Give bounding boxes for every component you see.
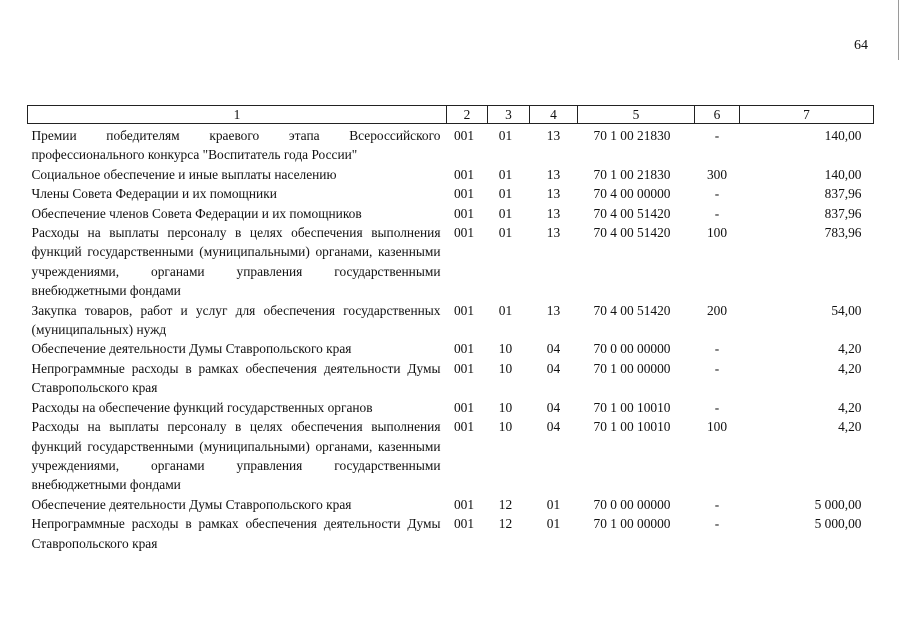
- row-amount: 4,20: [838, 360, 862, 376]
- row-target-item: 70 4 00 51420: [593, 225, 671, 241]
- row-subsection: 13: [546, 302, 561, 318]
- row-section: 10: [498, 341, 513, 357]
- row-description: Премии победителям краевого этапа Всероссийского профессионального конкурса "Воспитатель года России": [31, 128, 441, 163]
- row-expense-type: 200: [706, 302, 728, 318]
- row-amount: 4,20: [838, 341, 862, 357]
- row-subsection: 13: [546, 186, 561, 202]
- row-ministry-code: 001: [453, 205, 475, 221]
- table-row: [28, 398, 874, 417]
- row-subsection: 04: [546, 399, 561, 415]
- table-row: [28, 359, 874, 398]
- row-ministry-code: 001: [453, 496, 475, 512]
- header-col-6: 6: [695, 106, 740, 124]
- row-amount: 837,96: [824, 205, 862, 221]
- page-number: 64: [854, 38, 868, 53]
- row-description: Закупка товаров, работ и услуг для обеспечения государственных (муниципальных) нужд: [31, 302, 441, 338]
- row-section: 01: [498, 225, 513, 241]
- row-expense-type: 100: [706, 225, 728, 241]
- row-target-item: 70 1 00 10010: [593, 419, 671, 435]
- row-subsection: 13: [546, 166, 561, 182]
- row-ministry-code: 001: [453, 186, 475, 202]
- row-section: 01: [498, 186, 513, 202]
- row-amount: 5 000,00: [814, 496, 862, 512]
- row-description: Социальное обеспечение и иные выплаты населению: [31, 166, 337, 182]
- row-section: 10: [498, 360, 513, 376]
- header-col-1: 1: [28, 106, 447, 124]
- row-description: Обеспечение деятельности Думы Ставропольского края: [31, 496, 352, 512]
- table-row: [28, 124, 874, 165]
- row-ministry-code: 001: [453, 302, 475, 318]
- row-ministry-code: 001: [453, 419, 475, 435]
- table-row: [28, 514, 874, 553]
- row-description: Непрограммные расходы в рамках обеспечения деятельности Думы Ставропольского края: [31, 516, 441, 551]
- row-description: Обеспечение деятельности Думы Ставропольского края: [31, 341, 352, 357]
- row-expense-type: -: [714, 399, 720, 415]
- table-row: [28, 339, 874, 358]
- row-expense-type: -: [714, 128, 720, 143]
- row-amount: 4,20: [838, 399, 862, 415]
- row-section: 01: [498, 205, 513, 221]
- row-target-item: 70 1 00 21830: [593, 166, 671, 182]
- row-section: 10: [498, 419, 513, 435]
- row-expense-type: -: [714, 496, 720, 512]
- row-subsection: 13: [546, 225, 561, 241]
- row-amount: 140,00: [824, 166, 862, 182]
- row-ministry-code: 001: [453, 225, 475, 241]
- header-col-3: 3: [488, 106, 530, 124]
- row-subsection: 13: [546, 205, 561, 221]
- row-expense-type: 100: [706, 419, 728, 435]
- table-row: [28, 165, 874, 184]
- row-amount: 4,20: [838, 419, 862, 435]
- row-expense-type: -: [714, 360, 720, 376]
- row-subsection: 13: [546, 128, 561, 143]
- row-description: Расходы на обеспечение функций государственных органов: [31, 399, 373, 415]
- row-section: 01: [498, 166, 513, 182]
- row-amount: 837,96: [824, 186, 862, 202]
- row-subsection: 04: [546, 360, 561, 376]
- row-target-item: 70 1 00 21830: [593, 128, 671, 143]
- table-header-row: [28, 106, 874, 124]
- row-subsection: 04: [546, 419, 561, 435]
- row-target-item: 70 0 00 00000: [593, 496, 671, 512]
- table-row: [28, 204, 874, 223]
- table-row: [28, 417, 874, 495]
- row-target-item: 70 4 00 51420: [593, 205, 671, 221]
- table-row: [28, 301, 874, 340]
- row-description: Расходы на выплаты персоналу в целях обеспечения выполнения функций государственными (муниципальными) органами, казенными учреждениями, органами управления государственными внебюджетными фондами: [31, 225, 441, 299]
- row-amount: 54,00: [831, 302, 862, 318]
- row-section: 01: [498, 128, 513, 143]
- row-ministry-code: 001: [453, 399, 475, 415]
- row-section: 12: [498, 516, 513, 532]
- row-section: 01: [498, 302, 513, 318]
- row-expense-type: -: [714, 341, 720, 357]
- row-description: Обеспечение членов Совета Федерации и их помощников: [31, 205, 362, 221]
- row-target-item: 70 1 00 10010: [593, 399, 671, 415]
- row-amount: 783,96: [824, 225, 862, 241]
- row-ministry-code: 001: [453, 516, 475, 532]
- row-ministry-code: 001: [453, 166, 475, 182]
- row-subsection: 04: [546, 341, 561, 357]
- header-col-4: 4: [530, 106, 578, 124]
- header-col-5: 5: [578, 106, 695, 124]
- table-row: [28, 223, 874, 301]
- row-description: Непрограммные расходы в рамках обеспечения деятельности Думы Ставропольского края: [31, 360, 441, 396]
- row-target-item: 70 1 00 00000: [593, 360, 671, 376]
- row-expense-type: -: [714, 516, 720, 532]
- row-target-item: 70 1 00 00000: [593, 516, 671, 532]
- row-description: Члены Совета Федерации и их помощники: [31, 186, 277, 202]
- header-col-2: 2: [447, 106, 488, 124]
- row-amount: 140,00: [824, 128, 862, 143]
- row-target-item: 70 0 00 00000: [593, 341, 671, 357]
- row-description: Расходы на выплаты персоналу в целях обеспечения выполнения функций государственными (муниципальными) органами, казенными учреждениями, органами управления государственными внебюджетными фондами: [31, 419, 441, 493]
- row-section: 12: [498, 496, 513, 512]
- row-ministry-code: 001: [453, 360, 475, 376]
- row-subsection: 01: [546, 516, 561, 532]
- header-col-7: 7: [740, 106, 874, 124]
- table-row: [28, 495, 874, 514]
- row-target-item: 70 4 00 00000: [593, 186, 671, 202]
- row-expense-type: -: [714, 186, 720, 202]
- row-ministry-code: 001: [453, 128, 475, 143]
- row-target-item: 70 4 00 51420: [593, 302, 671, 318]
- budget-table: [27, 105, 874, 553]
- row-section: 10: [498, 399, 513, 415]
- row-amount: 5 000,00: [814, 516, 862, 532]
- page-edge-mark: [898, 0, 899, 60]
- table-row: [28, 184, 874, 203]
- row-expense-type: -: [714, 205, 720, 221]
- row-expense-type: 300: [706, 166, 728, 182]
- row-subsection: 01: [546, 496, 561, 512]
- row-ministry-code: 001: [453, 341, 475, 357]
